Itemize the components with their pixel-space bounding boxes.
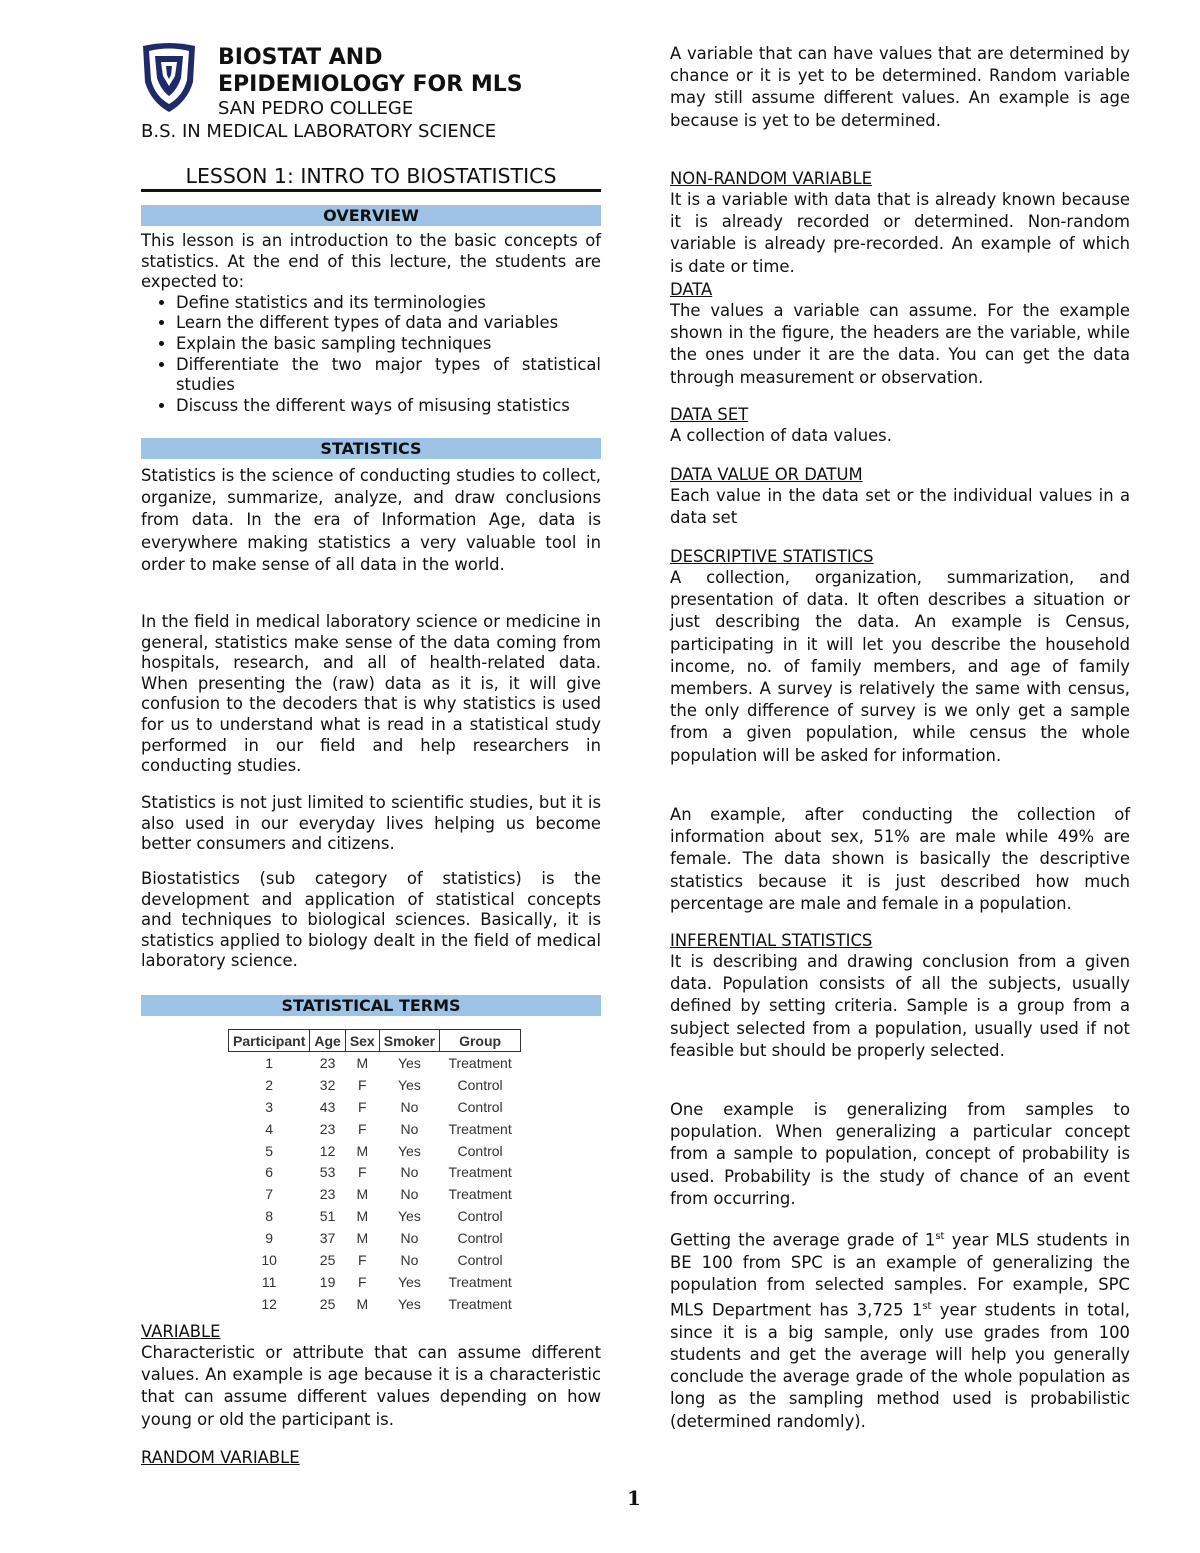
overview-intro: This lesson is an introduction to the basic concepts of statistics. At the end of this lecture, the students are expected to:	[141, 231, 601, 292]
list-item: • Explain the basic sampling techniques	[176, 334, 601, 355]
table-cell: 53	[319, 1164, 336, 1181]
statistical-terms-heading: STATISTICAL TERMS	[141, 995, 601, 1016]
table-cell: 12	[319, 1142, 336, 1159]
table-cell: 25	[319, 1295, 336, 1312]
table-cell: No	[400, 1186, 419, 1203]
table-cell: 51	[319, 1208, 336, 1225]
table-cell: Treatment	[448, 1295, 512, 1312]
table-row	[229, 1227, 521, 1249]
table-row	[229, 1249, 521, 1271]
table-cell: No	[400, 1098, 419, 1115]
table-row	[229, 1118, 521, 1140]
table-cell: M	[356, 1186, 369, 1203]
inferential-title: INFERENTIAL STATISTICS	[670, 931, 873, 950]
table-cell: F	[357, 1120, 367, 1137]
statistics-p1: Statistics is the science of conducting studies to collect, organize, summarize, analyze, and draw conclusions from data. In the era of Information Age, data is everywhere making statistics a very valuable tool in order to make sense of all data in the world.	[141, 466, 601, 574]
variable-title: VARIABLE	[141, 1322, 221, 1341]
column-header: Sex	[345, 1030, 379, 1052]
column-header: Participant	[229, 1030, 310, 1052]
college-name: SAN PEDRO COLLEGE	[218, 98, 414, 119]
text-run: year students in total, since it is a big sample, only use grades from 100 students and get the average will help you generally conclude the average grade of the whole population as long as the sampling method used is probabilistic (determined randomly).	[670, 1300, 1130, 1431]
datum-section	[670, 464, 1130, 529]
table-cell: No	[400, 1230, 419, 1247]
table-cell: F	[357, 1076, 367, 1093]
table-cell: 19	[319, 1273, 336, 1290]
superscript: st	[935, 1231, 945, 1242]
data-text: The values a variable can assume. For the example shown in the figure, the headers are the variable, while the ones under it are the data. You can get the data through measurement or observation.	[670, 301, 1130, 387]
list-item: • Define statistics and its terminologies	[176, 293, 601, 314]
statistics-p3: Statistics is not just limited to scientific studies, but it is also used in our everyday lives helping us become better consumers and citizens.	[141, 793, 601, 854]
text-run: Getting the average grade of 1	[670, 1230, 936, 1250]
table-cell: M	[356, 1142, 369, 1159]
inferential-example-1: One example is generalizing from samples to population. When generalizing a particular concept from a sample to population, concept of probability is used. Probability is the study of chance of an event from occurring.	[670, 1100, 1130, 1208]
table-cell: No	[400, 1120, 419, 1137]
descriptive-section	[670, 546, 1130, 767]
table-row	[229, 1140, 521, 1162]
nonrandom-variable-section	[670, 168, 1130, 278]
page-number: 1	[627, 1486, 641, 1510]
table-cell: Control	[457, 1076, 503, 1093]
table-cell: F	[357, 1251, 367, 1268]
table-cell: 1	[265, 1054, 274, 1071]
descriptive-title: DESCRIPTIVE STATISTICS	[670, 547, 874, 566]
table-cell: Treatment	[448, 1120, 512, 1137]
random-variable-title-wrap	[141, 1447, 601, 1468]
random-variable-text: A variable that can have values that are determined by chance or it is yet to be determined. Random variable may still assume different values. An example is age because is yet to be determined.	[670, 44, 1130, 130]
table-cell: F	[357, 1098, 367, 1115]
table-cell: 9	[265, 1230, 274, 1247]
college-logo	[141, 42, 197, 114]
list-item: • Discuss the different ways of misusing statistics	[176, 396, 601, 417]
table-cell: Control	[457, 1208, 503, 1225]
statistics-p2: In the field in medical laboratory science or medicine in general, statistics make sense of the data coming from hospitals, research, and all of health-related data. When presenting the (raw) data as it is, it will give confusion to the decoders that is why statistics is used for us to understand what is read in a statistical study performed in our field and help researchers in conducting studies.	[141, 612, 601, 776]
table-cell: 23	[319, 1186, 336, 1203]
program-name: B.S. IN MEDICAL LABORATORY SCIENCE	[141, 121, 497, 142]
college-seal-icon	[141, 42, 197, 114]
table-cell: 23	[319, 1054, 336, 1071]
table-cell: 10	[261, 1251, 277, 1268]
table-cell: Control	[457, 1251, 503, 1268]
course-title: BIOSTAT AND EPIDEMIOLOGY FOR MLS	[218, 45, 523, 97]
table-row	[229, 1096, 521, 1118]
datum-text: Each value in the data set or the individual values in a data set	[670, 486, 1130, 528]
superscript: st	[922, 1301, 932, 1313]
list-item: • Learn the different types of data and variables	[176, 313, 601, 334]
table-cell: M	[356, 1054, 369, 1071]
table-cell: Treatment	[448, 1164, 512, 1181]
inferential-text: It is describing and drawing conclusion from a given data. Population consists of all the subjects, usually defined by setting criteria. Sample is a group from a subject selected from a population, usually used if not feasible but should be properly selected.	[670, 952, 1130, 1060]
variable-text: Characteristic or attribute that can assume different values. An example is age because it is a characteristic that can assume different values depending on how young or old the participant is.	[141, 1343, 601, 1429]
table-row	[229, 1161, 521, 1183]
descriptive-example: An example, after conducting the collection of information about sex, 51% are male while 49% are female. The data shown is basically the descriptive statistics because it is just described how much percentage are male and female in a population.	[670, 805, 1130, 913]
inferential-section	[670, 930, 1130, 1062]
column-header: Smoker	[379, 1030, 439, 1052]
table-cell: 25	[319, 1251, 336, 1268]
statistics-heading: STATISTICS	[141, 438, 601, 459]
table-cell: 32	[319, 1076, 336, 1093]
column-header: Age	[310, 1030, 345, 1052]
table-cell: Yes	[397, 1208, 421, 1225]
table-cell: 6	[265, 1164, 274, 1181]
table-cell: 12	[261, 1295, 277, 1312]
table-cell: Control	[457, 1142, 503, 1159]
nonrandom-variable-text: It is a variable with data that is already known because it is already recorded or determined. Non-random variable is already pre-recorded. An example of which is date or time.	[670, 190, 1130, 276]
dataset-title: DATA SET	[670, 405, 749, 424]
dataset-text: A collection of data values.	[670, 426, 892, 445]
descriptive-text: A collection, organization, summarization, and presentation of data. It often describes a situation or just describing the data. An example is Census, participating in it will let you describe the household income, no. of family members, and age of family members. A survey is relatively the same with census, the only difference of survey is we only get a sample from a given population, while census the whole population will be asked for information.	[670, 568, 1130, 765]
table-cell: Control	[457, 1098, 503, 1115]
statistics-p4: Biostatistics (sub category of statistics) is the development and application of statistical concepts and techniques to biological sciences. Basically, it is statistics applied to biology dealt in the field of medical laboratory science.	[141, 869, 601, 971]
data-section	[670, 279, 1130, 389]
table-cell: M	[356, 1208, 369, 1225]
table-cell: No	[400, 1164, 419, 1181]
table-row	[229, 1074, 521, 1096]
column-header: Group	[440, 1030, 521, 1052]
dataset-section	[670, 404, 1130, 447]
table-cell: 43	[319, 1098, 336, 1115]
text-run: year MLS students in BE 100 from SPC is an example of generalizing the population from selected samples. For example, SPC MLS Department has 3,725 1	[670, 1230, 1130, 1320]
table-cell: 37	[319, 1230, 336, 1247]
table-cell: 8	[265, 1208, 274, 1225]
data-title: DATA	[670, 280, 713, 299]
table-cell: No	[400, 1251, 419, 1268]
table-row	[229, 1183, 521, 1205]
table-header-row	[229, 1030, 521, 1052]
table-row	[229, 1052, 521, 1074]
table-cell: Yes	[397, 1054, 421, 1071]
table-cell: 7	[265, 1186, 274, 1203]
table-cell: F	[357, 1164, 367, 1181]
nonrandom-variable-title: NON-RANDOM VARIABLE	[670, 169, 872, 188]
table-cell: Control	[457, 1230, 503, 1247]
table-cell: 11	[261, 1273, 277, 1290]
variable-section	[141, 1321, 601, 1431]
table-cell: 2	[265, 1076, 274, 1093]
overview-section	[141, 231, 601, 416]
table-cell: Yes	[397, 1273, 421, 1290]
inferential-example-2	[670, 1226, 1130, 1433]
table-cell: 3	[265, 1098, 274, 1115]
table-cell: M	[356, 1230, 369, 1247]
table-cell: 5	[265, 1142, 274, 1159]
sample-data-table	[228, 1029, 521, 1315]
sample-data-table-wrap	[228, 1029, 521, 1315]
table-cell: Yes	[397, 1142, 421, 1159]
table-cell: Treatment	[448, 1054, 512, 1071]
objectives-list	[141, 293, 601, 417]
table-cell: Treatment	[448, 1273, 512, 1290]
table-cell: 4	[265, 1120, 274, 1137]
random-variable-title: RANDOM VARIABLE	[141, 1448, 300, 1467]
table-cell: Treatment	[448, 1186, 512, 1203]
table-row	[229, 1293, 521, 1315]
table-cell: Yes	[397, 1076, 421, 1093]
list-item: • Differentiate the two major types of statistical studies	[176, 355, 601, 396]
overview-heading: OVERVIEW	[141, 205, 601, 226]
table-cell: Yes	[397, 1295, 421, 1312]
table-cell: 23	[319, 1120, 336, 1137]
table-cell: F	[357, 1273, 367, 1290]
table-cell: M	[356, 1295, 369, 1312]
table-row	[229, 1271, 521, 1293]
lesson-title: LESSON 1: INTRO TO BIOSTATISTICS	[141, 163, 601, 192]
table-row	[229, 1205, 521, 1227]
datum-title: DATA VALUE OR DATUM	[670, 465, 863, 484]
